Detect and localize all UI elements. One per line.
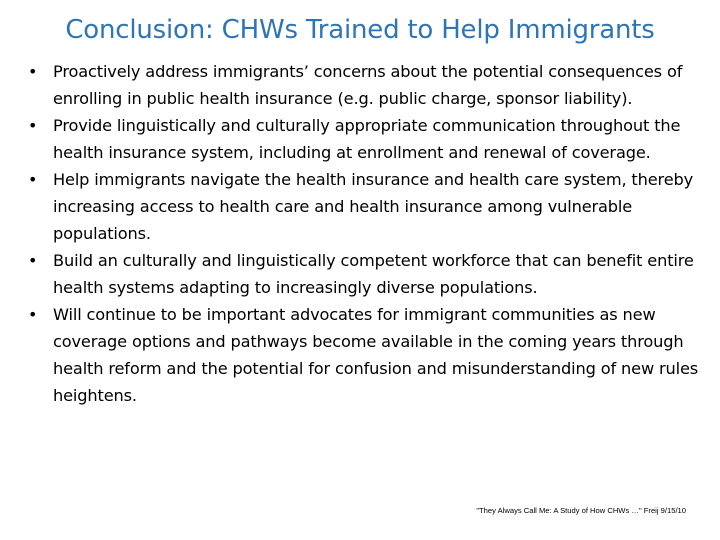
bullet-text: Help immigrants navigate the health insurance and health care system, thereby increasing access to health care and health insurance among vulnerable populations.: [53, 170, 694, 243]
bullet-marker: •: [28, 170, 38, 189]
bullet-item: [24, 58, 704, 112]
bullet-marker: •: [28, 251, 38, 270]
bullet-text: Provide linguistically and culturally appropriate communication throughout the health insurance system, including at enrollment and renewal of coverage.: [53, 116, 681, 162]
bullet-marker: •: [28, 116, 38, 135]
bullet-item: [24, 301, 704, 409]
bullet-marker: •: [28, 62, 38, 81]
bullet-marker: •: [28, 305, 38, 324]
bullet-item: [24, 166, 704, 247]
slide-title: Conclusion: CHWs Trained to Help Immigrants: [65, 15, 655, 45]
bullet-text: Proactively address immigrants’ concerns about the potential consequences of enrolling in public health insurance (e.g. public charge, sponsor liability).: [53, 62, 683, 108]
bullet-item: [24, 112, 704, 166]
bullet-text: Build an culturally and linguistically competent workforce that can benefit entire health systems adapting to increasingly diverse populations.: [53, 251, 694, 297]
bullet-item: [24, 247, 704, 301]
bullet-text: Will continue to be important advocates for immigrant communities as new coverage options and pathways become available in the coming years through health reform and the potential for confusion and misunderstanding of new rules heightens.: [53, 305, 699, 405]
bullet-list: [24, 58, 704, 409]
citation-footer: "They Always Call Me: A Study of How CHWs …" Freij 9/15/10: [476, 506, 686, 515]
